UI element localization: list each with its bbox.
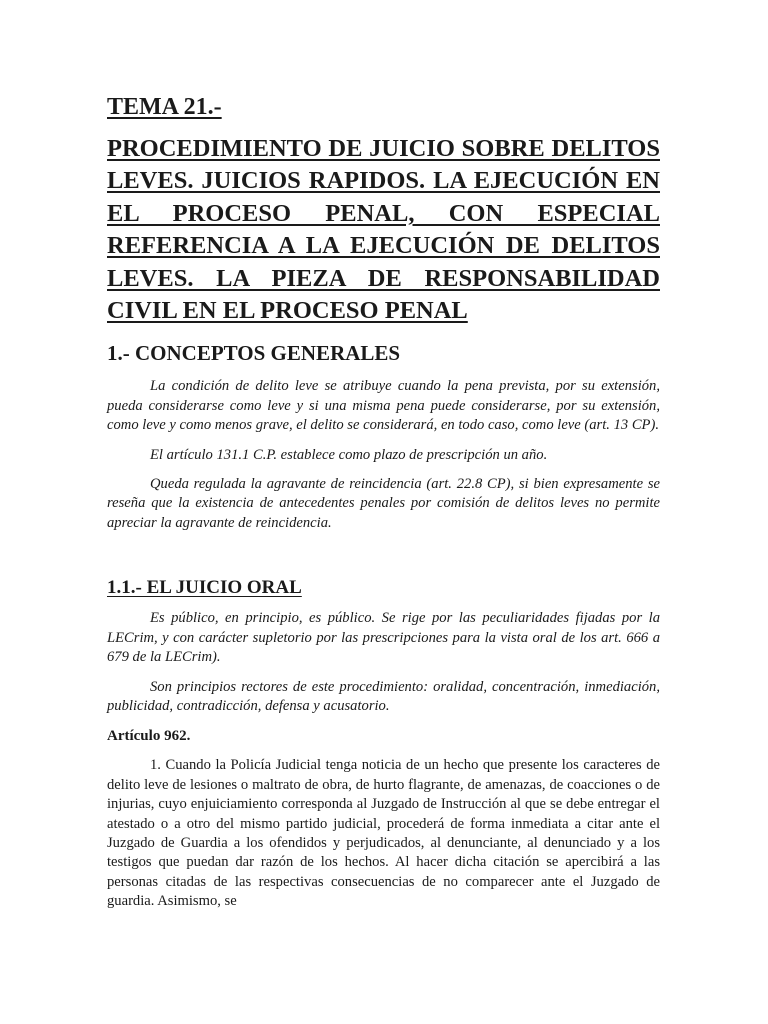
paragraph: El artículo 131.1 C.P. establece como plazo de prescripción un año. [150,446,548,463]
article-text: 1. Cuando la Policía Judicial tenga noticia de un hecho que presente los caracteres de delito leve de lesiones o maltrato de obra, de hurto flagrante, de amenazas, de coacciones o de injurias, cuyo enjuiciamiento corresponda al Juzgado de Instrucción al que se debe entregar el atestado o a otro del mismo partido judicial, procederá de forma inmediata a citar ante el Juzgado de Guardia a los ofendidos y perjudicados, al denunciante, al denunciado y a los testigos que puedan dar razón de los hechos. Al hacer dicha citación se apercibirá a las personas citadas de las respectivas consecuencias de no comparecer ante el Juzgado de guardia. Asimismo, se [107,757,660,910]
paragraph: Queda regulada la agravante de reincidencia (art. 22.8 CP), si bien expresamente se reseña que la existencia de antecedentes penales por comisión de delitos leves no permite apreciar la agravante de reincidencia. [107,476,660,531]
article-heading: Artículo 962. [107,728,191,745]
paragraph: Es público, en principio, es público. Se rige por las peculiaridades fijadas por la LECrim, y con carácter supletorio por las prescripciones para la vista oral de los art. 666 a 679 de la LECrim). [107,610,660,666]
section-heading-juicio-oral: 1.1.- EL JUICIO ORAL [107,577,302,599]
paragraph: Son principios rectores de este procedimiento: oralidad, concentración, inmediación, publicidad, contradicción, defensa y acusatorio. [107,678,660,714]
paragraph: La condición de delito leve se atribuye cuando la pena prevista, por su extensión, pueda considerarse como leve y si una misma pena puede considerarse, por su extensión, como leve y como menos grave, el delito se considerará, en todo caso, como leve (art. 13 CP). [107,378,660,434]
document-page [107,92,660,912]
topic-number: TEMA 21.- [107,94,222,120]
section-heading-conceptos: 1.- CONCEPTOS GENERALES [107,341,401,366]
document-title: PROCEDIMIENTO DE JUICIO SOBRE DELITOS LEVES. JUICIOS RAPIDOS. LA EJECUCIÓN EN EL PROCESO PENAL, CON ESPECIAL REFERENCIA A LA EJECUCIÓN DE DELITOS LEVES. LA PIEZA DE RESPONSABILIDAD CIVIL EN EL PROCESO PENAL [107,135,660,325]
